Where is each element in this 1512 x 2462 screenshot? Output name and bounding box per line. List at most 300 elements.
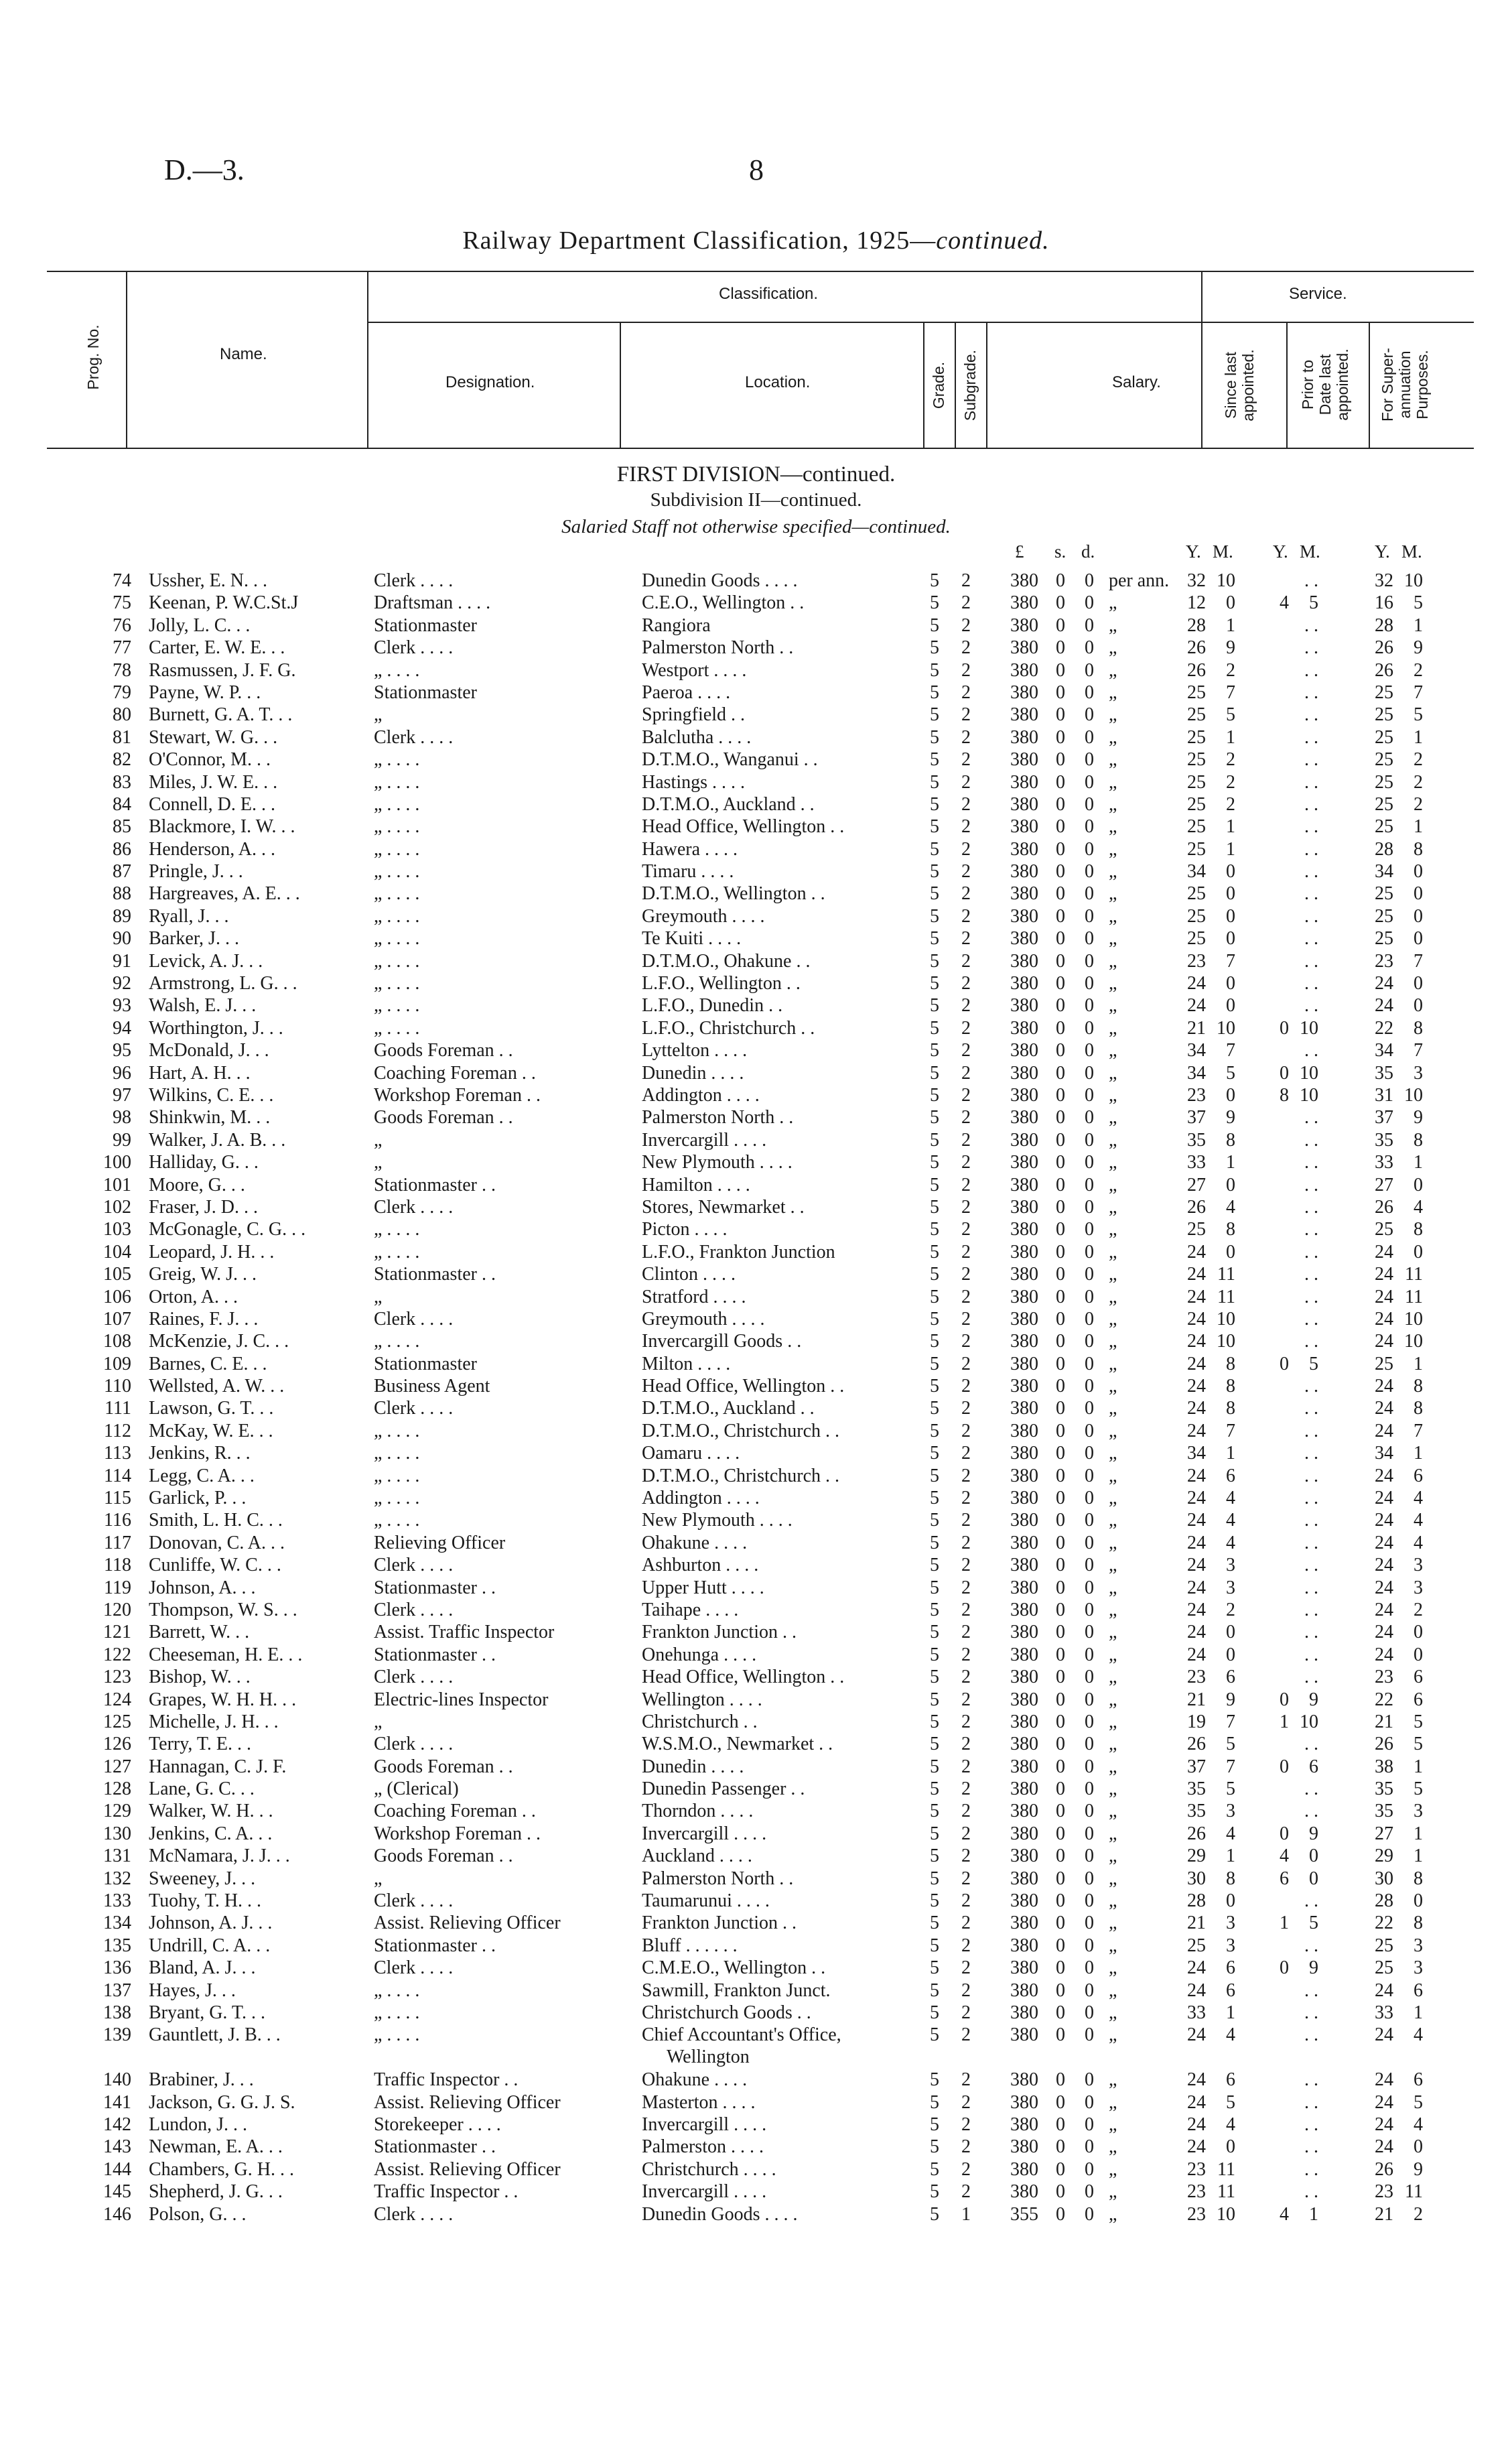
cell-designation: „ . . . .	[374, 950, 420, 972]
table-row	[0, 1644, 1512, 1666]
cell-since-months: 1	[1226, 838, 1235, 860]
cell-salary-shillings: 0	[1056, 1062, 1065, 1084]
cell-salary-shillings: 0	[1056, 2203, 1065, 2225]
cell-salary-pounds: 380	[1010, 883, 1038, 905]
cell-grade: 5	[930, 1219, 939, 1240]
table-row	[0, 994, 1512, 1017]
cell-subgrade: 2	[961, 905, 971, 927]
cell-subgrade: 2	[961, 1331, 971, 1352]
cell-salary-period: „	[1109, 704, 1117, 726]
cell-salary-period: „	[1109, 1398, 1117, 1419]
cell-prior-years: 1	[1280, 1913, 1289, 1934]
cell-since-years: 24	[1187, 1488, 1206, 1509]
cell-salary-pounds: 380	[1010, 2114, 1038, 2135]
cell-prog-no: 119	[104, 1577, 131, 1598]
cell-designation: Workshop Foreman . .	[374, 1084, 541, 1106]
cell-super-months: 1	[1414, 1353, 1423, 1374]
cell-since-months: 10	[1217, 2203, 1235, 2225]
table-row	[0, 1621, 1512, 1643]
cell-subgrade: 2	[961, 1353, 971, 1374]
cell-subgrade: 1	[961, 2203, 971, 2225]
cell-grade: 5	[930, 928, 939, 950]
cell-super-months: 6	[1414, 1465, 1423, 1486]
cell-grade: 5	[930, 2024, 939, 2046]
cell-super-years: 25	[1375, 682, 1393, 703]
cell-subgrade: 2	[961, 1778, 971, 1800]
cell-salary-pence: 0	[1085, 1890, 1094, 1912]
cell-salary-pence: 0	[1085, 1017, 1094, 1039]
cell-salary-shillings: 0	[1056, 861, 1065, 883]
cell-grade: 5	[930, 1241, 939, 1262]
cell-name: Orton, A. . .	[149, 1286, 238, 1307]
cell-salary-pounds: 380	[1010, 704, 1038, 726]
cell-since-years: 25	[1187, 726, 1206, 748]
cell-salary-period: „	[1109, 1935, 1117, 1956]
cell-salary-shillings: 0	[1056, 1286, 1065, 1307]
table-row	[0, 2203, 1512, 2225]
cell-prog-no: 81	[113, 726, 131, 748]
cell-prior-months: . .	[1304, 1308, 1318, 1330]
cell-salary-pence: 0	[1085, 1957, 1094, 1979]
cell-salary-pounds: 380	[1010, 1062, 1038, 1084]
cell-grade: 5	[930, 771, 939, 793]
cell-prog-no: 103	[103, 1219, 131, 1240]
cell-salary-period: „	[1109, 1577, 1117, 1598]
table-row	[0, 2158, 1512, 2181]
cell-subgrade: 2	[961, 1107, 971, 1128]
cell-subgrade: 2	[961, 816, 971, 838]
cell-since-months: 7	[1226, 1756, 1235, 1777]
cell-super-months: 0	[1414, 905, 1423, 927]
cell-subgrade: 2	[961, 1420, 971, 1441]
cell-since-months: 0	[1226, 905, 1235, 927]
cell-subgrade: 2	[961, 1241, 971, 1262]
cell-since-months: 3	[1226, 1555, 1235, 1576]
cell-salary-pence: 0	[1085, 2024, 1094, 2046]
cell-prior-months: . .	[1304, 905, 1318, 927]
service-rule	[1201, 322, 1474, 323]
cell-since-years: 30	[1187, 1868, 1206, 1889]
cell-super-months: 1	[1414, 1152, 1423, 1173]
table-row	[0, 793, 1512, 816]
cell-grade: 5	[930, 1778, 939, 1800]
cell-super-years: 25	[1375, 1219, 1393, 1240]
cell-grade: 5	[930, 592, 939, 614]
cell-since-months: 6	[1226, 1667, 1235, 1688]
cell-since-months: 5	[1226, 704, 1235, 726]
col-divider	[1286, 322, 1288, 448]
cell-super-years: 25	[1375, 749, 1393, 771]
cell-grade: 5	[930, 2114, 939, 2135]
cell-designation: Business Agent	[374, 1376, 490, 1397]
cell-grade: 5	[930, 1555, 939, 1576]
cell-prog-no: 132	[103, 1868, 131, 1889]
cell-super-months: 0	[1414, 1644, 1423, 1665]
cell-subgrade: 2	[961, 570, 971, 591]
cell-since-years: 24	[1187, 1264, 1206, 1285]
cell-prog-no: 100	[103, 1152, 131, 1173]
table-row	[0, 860, 1512, 883]
cell-designation: „ . . . .	[374, 749, 420, 771]
cell-super-months: 2	[1414, 793, 1423, 815]
cell-grade: 5	[930, 1622, 939, 1643]
table-row	[0, 1420, 1512, 1442]
cell-prog-no: 89	[113, 905, 131, 927]
cell-grade: 5	[930, 1488, 939, 1509]
table-row	[0, 1778, 1512, 1800]
cell-subgrade: 2	[961, 1062, 971, 1084]
cell-subgrade: 2	[961, 1219, 971, 1240]
table-row	[0, 659, 1512, 682]
cell-grade: 5	[930, 816, 939, 838]
cell-grade: 5	[930, 1152, 939, 1173]
cell-designation: „ . . . .	[374, 1510, 420, 1531]
cell-super-months: 2	[1414, 1599, 1423, 1620]
cell-location: New Plymouth . . . .	[642, 1510, 793, 1531]
cell-since-years: 34	[1187, 1443, 1206, 1464]
table-row	[0, 704, 1512, 726]
header-location: Location.	[745, 373, 811, 391]
cell-salary-shillings: 0	[1056, 1264, 1065, 1285]
cell-name: Worthington, J. . .	[149, 1017, 283, 1039]
cell-salary-shillings: 0	[1056, 2114, 1065, 2135]
title-main: Railway Department Classification, 1925—	[462, 226, 937, 255]
cell-salary-period: „	[1109, 793, 1117, 815]
cell-grade: 5	[930, 1890, 939, 1912]
cell-subgrade: 2	[961, 1622, 971, 1643]
cell-salary-pence: 0	[1085, 861, 1094, 883]
cell-salary-shillings: 0	[1056, 1935, 1065, 1956]
cell-grade: 5	[930, 1913, 939, 1934]
cell-super-years: 26	[1375, 1196, 1393, 1218]
cell-prog-no: 97	[113, 1084, 131, 1106]
cell-super-months: 0	[1414, 1241, 1423, 1262]
cell-name: Hargreaves, A. E. . .	[149, 883, 300, 905]
cell-prior-months: 5	[1309, 1913, 1318, 1934]
cell-salary-pence: 0	[1085, 1398, 1094, 1419]
cell-since-years: 24	[1187, 1644, 1206, 1665]
cell-since-years: 24	[1187, 2114, 1206, 2135]
cell-designation: Clerk . . . .	[374, 1308, 454, 1330]
header-since-last: Since last appointed.	[1222, 349, 1257, 422]
cell-prog-no: 90	[113, 928, 131, 950]
cell-salary-shillings: 0	[1056, 1667, 1065, 1688]
cell-salary-pence: 0	[1085, 1667, 1094, 1688]
cell-since-years: 28	[1187, 614, 1206, 636]
cell-since-years: 24	[1187, 1286, 1206, 1307]
cell-salary-pounds: 380	[1010, 1845, 1038, 1867]
cell-grade: 5	[930, 1823, 939, 1844]
cell-designation: „ . . . .	[374, 928, 420, 950]
cell-super-years: 25	[1375, 1957, 1393, 1979]
cell-prog-no: 74	[113, 570, 131, 591]
cell-prog-no: 123	[103, 1667, 131, 1688]
cell-salary-pounds: 380	[1010, 2136, 1038, 2158]
header-for-super: For Super- annuation Purposes.	[1379, 348, 1431, 422]
cell-prior-months: . .	[1304, 1286, 1318, 1307]
cell-salary-pence: 0	[1085, 2203, 1094, 2225]
cell-name: Terry, T. E. . .	[149, 1734, 252, 1755]
cell-super-years: 25	[1375, 883, 1393, 905]
cell-name: Tuohy, T. H. . .	[149, 1890, 262, 1912]
cell-subgrade: 2	[961, 1174, 971, 1195]
cell-subgrade: 2	[961, 2136, 971, 2158]
cell-salary-pounds: 380	[1010, 682, 1038, 703]
cell-name: Burnett, G. A. T. . .	[149, 704, 293, 726]
cell-salary-pence: 0	[1085, 973, 1094, 994]
cell-salary-shillings: 0	[1056, 1443, 1065, 1464]
cell-super-years: 22	[1375, 1017, 1393, 1039]
cell-since-months: 5	[1226, 1062, 1235, 1084]
cell-super-years: 24	[1375, 1376, 1393, 1397]
cell-salary-pounds: 380	[1010, 1577, 1038, 1598]
cell-salary-shillings: 0	[1056, 1152, 1065, 1173]
cell-since-months: 1	[1226, 1845, 1235, 1867]
cell-subgrade: 2	[961, 749, 971, 771]
cell-super-years: 25	[1375, 1935, 1393, 1956]
cell-super-years: 23	[1375, 2181, 1393, 2203]
cell-salary-pence: 0	[1085, 1935, 1094, 1956]
cell-since-months: 0	[1226, 1622, 1235, 1643]
cell-subgrade: 2	[961, 1532, 971, 1553]
cell-grade: 5	[930, 704, 939, 726]
cell-prog-no: 130	[103, 1823, 131, 1844]
cell-salary-pounds: 380	[1010, 2091, 1038, 2113]
cell-prior-years: 4	[1280, 592, 1289, 614]
cell-prog-no: 114	[104, 1465, 131, 1486]
cell-name: Bland, A. J. . .	[149, 1957, 256, 1979]
cell-since-years: 25	[1187, 883, 1206, 905]
cell-prog-no: 94	[113, 1017, 131, 1039]
cell-prog-no: 110	[104, 1376, 131, 1397]
table-row	[0, 1330, 1512, 1352]
table-row	[0, 1890, 1512, 1912]
cell-salary-period: „	[1109, 1196, 1117, 1218]
cell-prog-no: 139	[103, 2024, 131, 2046]
cell-designation: „ . . . .	[374, 1465, 420, 1486]
cell-salary-pounds: 380	[1010, 749, 1038, 771]
cell-since-years: 24	[1187, 995, 1206, 1017]
cell-since-months: 8	[1226, 1129, 1235, 1151]
cell-salary-pounds: 380	[1010, 1823, 1038, 1844]
cell-super-years: 32	[1375, 570, 1393, 591]
cell-since-years: 26	[1187, 1823, 1206, 1844]
cell-salary-pounds: 380	[1010, 1219, 1038, 1240]
cell-since-years: 25	[1187, 793, 1206, 815]
cell-salary-shillings: 0	[1056, 682, 1065, 703]
cell-prog-no: 75	[113, 592, 131, 614]
cell-salary-pounds: 380	[1010, 793, 1038, 815]
cell-since-months: 6	[1226, 1980, 1235, 2001]
cell-grade: 5	[930, 1264, 939, 1285]
cell-super-months: 4	[1414, 1196, 1423, 1218]
cell-subgrade: 2	[961, 1286, 971, 1307]
cell-name: Hart, A. H. . .	[149, 1062, 251, 1084]
cell-salary-period: „	[1109, 1353, 1117, 1374]
cell-designation: „	[374, 1152, 383, 1173]
cell-salary-period: „	[1109, 1778, 1117, 1800]
cell-name: Polson, G. . .	[149, 2203, 247, 2225]
cell-since-months: 1	[1226, 1443, 1235, 1464]
cell-designation: Stationmaster . .	[374, 1577, 496, 1598]
unit-pound: £	[1015, 541, 1024, 562]
cell-grade: 5	[930, 1376, 939, 1397]
header-prog-no: Prog. No.	[84, 324, 102, 390]
cell-salary-period: „	[1109, 1062, 1117, 1084]
cell-salary-shillings: 0	[1056, 2136, 1065, 2158]
cell-location: Head Office, Wellington . .	[642, 1667, 845, 1688]
cell-subgrade: 2	[961, 1667, 971, 1688]
cell-salary-shillings: 0	[1056, 1711, 1065, 1732]
cell-super-years: 26	[1375, 659, 1393, 681]
cell-grade: 5	[930, 1017, 939, 1039]
cell-salary-pounds: 380	[1010, 1084, 1038, 1106]
cell-designation: Coaching Foreman . .	[374, 1062, 536, 1084]
table-row	[0, 1868, 1512, 1890]
cell-salary-pounds: 380	[1010, 2002, 1038, 2023]
table-row	[0, 1263, 1512, 1285]
cell-salary-period: „	[1109, 1622, 1117, 1643]
cell-grade: 5	[930, 1644, 939, 1665]
cell-name: Michelle, J. H. . .	[149, 1711, 279, 1732]
cell-grade: 5	[930, 2158, 939, 2180]
cell-subgrade: 2	[961, 1017, 971, 1039]
cell-location: C.E.O., Wellington . .	[642, 592, 805, 614]
cell-salary-pence: 0	[1085, 592, 1094, 614]
cell-prior-months: 10	[1300, 1711, 1318, 1732]
cell-prior-months: . .	[1304, 950, 1318, 972]
cell-grade: 5	[930, 1532, 939, 1553]
cell-prior-years: 8	[1280, 1084, 1289, 1106]
cell-name: Halliday, G. . .	[149, 1152, 259, 1173]
cell-prog-no: 95	[113, 1040, 131, 1061]
cell-since-years: 28	[1187, 1890, 1206, 1912]
cell-prior-months: . .	[1304, 1040, 1318, 1061]
cell-name: Armstrong, L. G. . .	[149, 973, 297, 994]
cell-salary-pounds: 380	[1010, 1017, 1038, 1039]
cell-super-months: 10	[1404, 570, 1423, 591]
cell-designation: „	[374, 1286, 383, 1307]
cell-super-years: 21	[1375, 1711, 1393, 1732]
cell-salary-pounds: 380	[1010, 771, 1038, 793]
cell-since-months: 2	[1226, 749, 1235, 771]
cell-salary-period: „	[1109, 1465, 1117, 1486]
cell-prior-years: 0	[1280, 1353, 1289, 1374]
cell-since-years: 24	[1187, 2024, 1206, 2046]
cell-salary-pence: 0	[1085, 1376, 1094, 1397]
cell-name: Gauntlett, J. B. . .	[149, 2024, 281, 2046]
cell-since-years: 23	[1187, 1084, 1206, 1106]
cell-super-months: 6	[1414, 2069, 1423, 2091]
cell-subgrade: 2	[961, 1734, 971, 1755]
cell-salary-pounds: 380	[1010, 1420, 1038, 1441]
cell-location: Invercargill . . . .	[642, 2114, 767, 2135]
cell-since-years: 35	[1187, 1778, 1206, 1800]
cell-name: Rasmussen, J. F. G.	[149, 659, 296, 681]
cell-since-months: 5	[1226, 1778, 1235, 1800]
cell-salary-shillings: 0	[1056, 1107, 1065, 1128]
cell-salary-period: „	[1109, 1845, 1117, 1867]
cell-location: Stratford . . . .	[642, 1286, 746, 1307]
cell-salary-pounds: 380	[1010, 1980, 1038, 2001]
cell-salary-pence: 0	[1085, 1040, 1094, 1061]
cell-since-years: 24	[1187, 1465, 1206, 1486]
cell-subgrade: 2	[961, 950, 971, 972]
cell-salary-pence: 0	[1085, 749, 1094, 771]
cell-prior-months: . .	[1304, 1196, 1318, 1218]
cell-salary-pounds: 380	[1010, 1488, 1038, 1509]
cell-salary-pence: 0	[1085, 816, 1094, 838]
cell-name: Donovan, C. A. . .	[149, 1532, 285, 1553]
cell-super-years: 24	[1375, 1532, 1393, 1553]
cell-since-years: 23	[1187, 2158, 1206, 2180]
cell-prog-no: 85	[113, 816, 131, 838]
cell-subgrade: 2	[961, 1465, 971, 1486]
cell-super-months: 0	[1414, 883, 1423, 905]
cell-since-years: 24	[1187, 1241, 1206, 1262]
cell-salary-pounds: 380	[1010, 1555, 1038, 1576]
cell-salary-period: „	[1109, 995, 1117, 1017]
cell-salary-pence: 0	[1085, 2158, 1094, 2180]
cell-super-months: 2	[1414, 749, 1423, 771]
cell-salary-pence: 0	[1085, 1308, 1094, 1330]
cell-salary-period: per ann.	[1109, 570, 1170, 591]
cell-prior-months: . .	[1304, 995, 1318, 1017]
cell-designation: Draftsman . . . .	[374, 592, 491, 614]
table-row	[0, 1532, 1512, 1554]
cell-location: Dunedin . . . .	[642, 1062, 744, 1084]
cell-salary-pounds: 380	[1010, 1667, 1038, 1688]
cell-salary-pence: 0	[1085, 2069, 1094, 2091]
cell-grade: 5	[930, 1689, 939, 1710]
table-row	[0, 1308, 1512, 1330]
cell-salary-period: „	[1109, 1823, 1117, 1844]
cell-name: Levick, A. J. . .	[149, 950, 263, 972]
cell-prior-months: . .	[1304, 771, 1318, 793]
cell-salary-shillings: 0	[1056, 793, 1065, 815]
cell-since-years: 25	[1187, 1219, 1206, 1240]
cell-prior-months: . .	[1304, 1532, 1318, 1553]
cell-salary-pence: 0	[1085, 1980, 1094, 2001]
cell-salary-shillings: 0	[1056, 1331, 1065, 1352]
cell-super-months: 6	[1414, 1980, 1423, 2001]
cell-super-months: 4	[1414, 2024, 1423, 2046]
cell-designation: „ . . . .	[374, 838, 420, 860]
cell-salary-period: „	[1109, 950, 1117, 972]
cell-designation: Stationmaster . .	[374, 1174, 496, 1195]
cell-subgrade: 2	[961, 928, 971, 950]
cell-prog-no: 122	[103, 1644, 131, 1665]
cell-since-months: 1	[1226, 1152, 1235, 1173]
cell-salary-period: „	[1109, 1129, 1117, 1151]
cell-super-years: 25	[1375, 793, 1393, 815]
cell-since-months: 7	[1226, 1040, 1235, 1061]
cell-location: W.S.M.O., Newmarket . .	[642, 1734, 833, 1755]
cell-prog-no: 140	[103, 2069, 131, 2091]
cell-location: Greymouth . . . .	[642, 905, 765, 927]
cell-designation: Goods Foreman . .	[374, 1040, 513, 1061]
cell-salary-pence: 0	[1085, 2181, 1094, 2203]
cell-super-months: 8	[1414, 1376, 1423, 1397]
cell-name: Barker, J. . .	[149, 928, 239, 950]
cell-prog-no: 105	[103, 1264, 131, 1285]
col-divider	[923, 322, 924, 448]
cell-grade: 5	[930, 1711, 939, 1732]
cell-salary-pence: 0	[1085, 1062, 1094, 1084]
cell-location: Picton . . . .	[642, 1219, 728, 1240]
cell-subgrade: 2	[961, 1644, 971, 1665]
cell-location: D.T.M.O., Christchurch . .	[642, 1465, 839, 1486]
